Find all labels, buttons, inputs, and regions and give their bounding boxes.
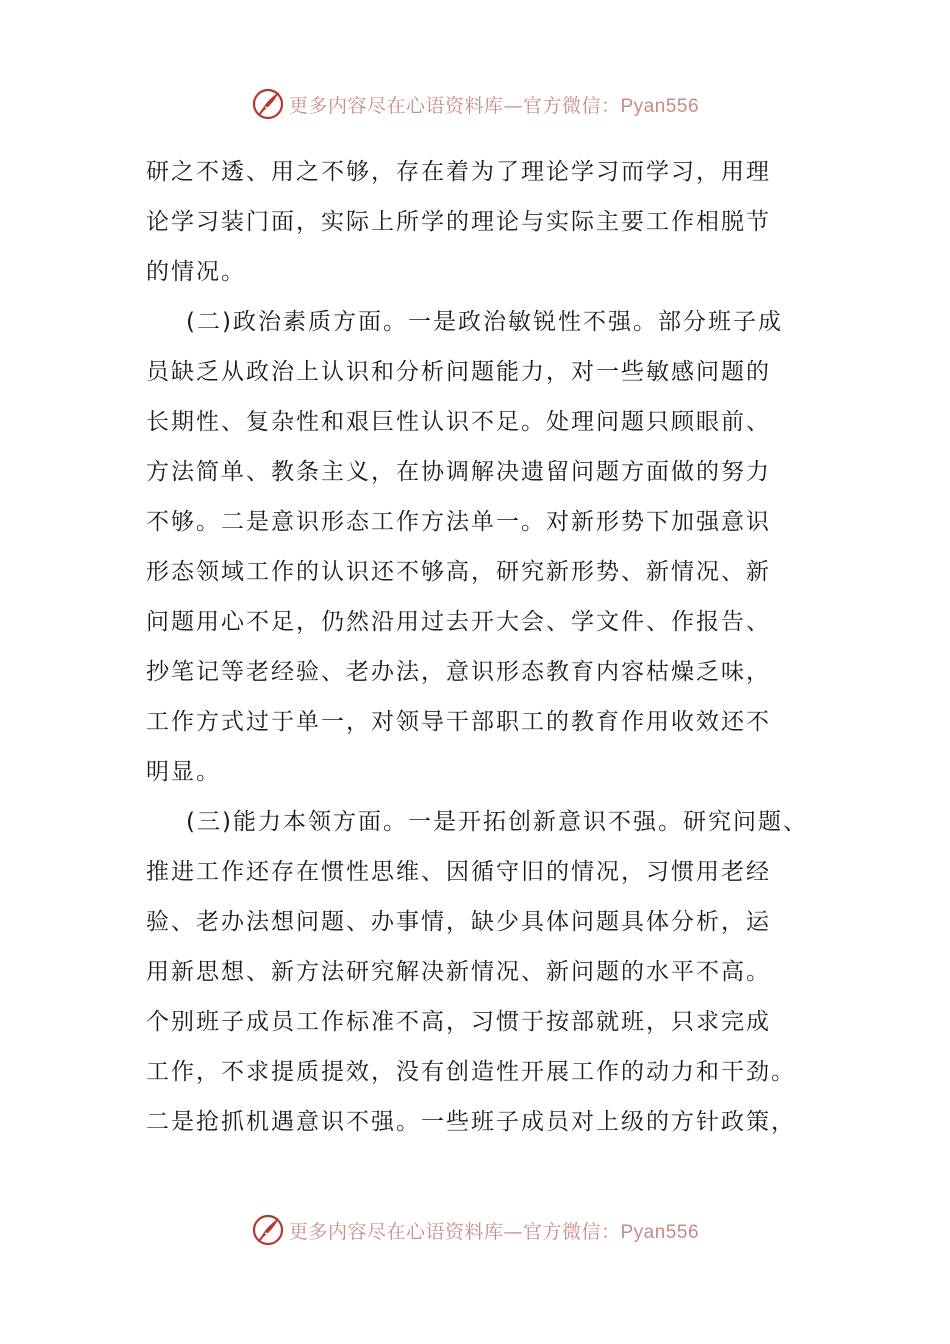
paragraph-2-line: 工作方式过于单一，对领导干部职工的教育作用收效还不: [146, 709, 771, 735]
paragraph-2-line: (二)政治素质方面。一是政治敏锐性不强。部分班子成: [186, 309, 783, 335]
paragraph-3-line: 用新思想、新方法研究解决新情况、新问题的水平不高。: [146, 959, 771, 985]
paragraph-1-line: 论学习装门面，实际上所学的理论与实际主要工作相脱节: [146, 209, 771, 235]
paragraph-3-line: 推进工作还存在惯性思维、因循守旧的情况，习惯用老经: [146, 859, 771, 885]
paragraph-2-line: 员缺乏从政治上认识和分析问题能力，对一些敏感问题的: [146, 359, 771, 385]
wechat-id: Pyan556: [620, 95, 700, 117]
banner-text: 更多内容尽在心语资料库—官方微信：Pyan556: [288, 94, 700, 117]
footer-banner: [0, 1210, 950, 1250]
quill-pen-logo-icon: [251, 87, 285, 121]
paragraph-2-line: 不够。二是意识形态工作方法单一。对新形势下加强意识: [146, 509, 771, 535]
document-body: [146, 147, 816, 1147]
header-banner: [0, 84, 950, 124]
paragraph-1-line: 的情况。: [146, 259, 246, 285]
paragraph-2-line: 方法简单、教条主义，在协调解决遗留问题方面做的努力: [146, 459, 771, 485]
paragraph-2-line: 问题用心不足，仍然沿用过去开大会、学文件、作报告、: [146, 609, 771, 635]
paragraph-3-line: 工作，不求提质提效，没有创造性开展工作的动力和干劲。: [146, 1059, 796, 1085]
paragraph-2-line: 形态领域工作的认识还不够高，研究新形势、新情况、新: [146, 559, 771, 585]
quill-pen-logo-icon: [251, 1213, 285, 1247]
paragraph-3-line: 个别班子成员工作标准不高，习惯于按部就班，只求完成: [146, 1009, 771, 1035]
paragraph-3-line: 二是抢抓机遇意识不强。一些班子成员对上级的方针政策，: [146, 1109, 796, 1135]
paragraph-3-line: (三)能力本领方面。一是开拓创新意识不强。研究问题、: [186, 809, 808, 835]
banner-text: 更多内容尽在心语资料库—官方微信：Pyan556: [288, 1220, 700, 1243]
wechat-id: Pyan556: [620, 1221, 700, 1243]
paragraph-2-line: 长期性、复杂性和艰巨性认识不足。处理问题只顾眼前、: [146, 409, 771, 435]
paragraph-3-line: 验、老办法想问题、办事情，缺少具体问题具体分析，运: [146, 909, 771, 935]
paragraph-1-line: 研之不透、用之不够，存在着为了理论学习而学习，用理: [146, 159, 771, 185]
paragraph-2-line: 明显。: [146, 759, 221, 785]
paragraph-2-line: 抄笔记等老经验、老办法，意识形态教育内容枯燥乏味，: [146, 659, 771, 685]
